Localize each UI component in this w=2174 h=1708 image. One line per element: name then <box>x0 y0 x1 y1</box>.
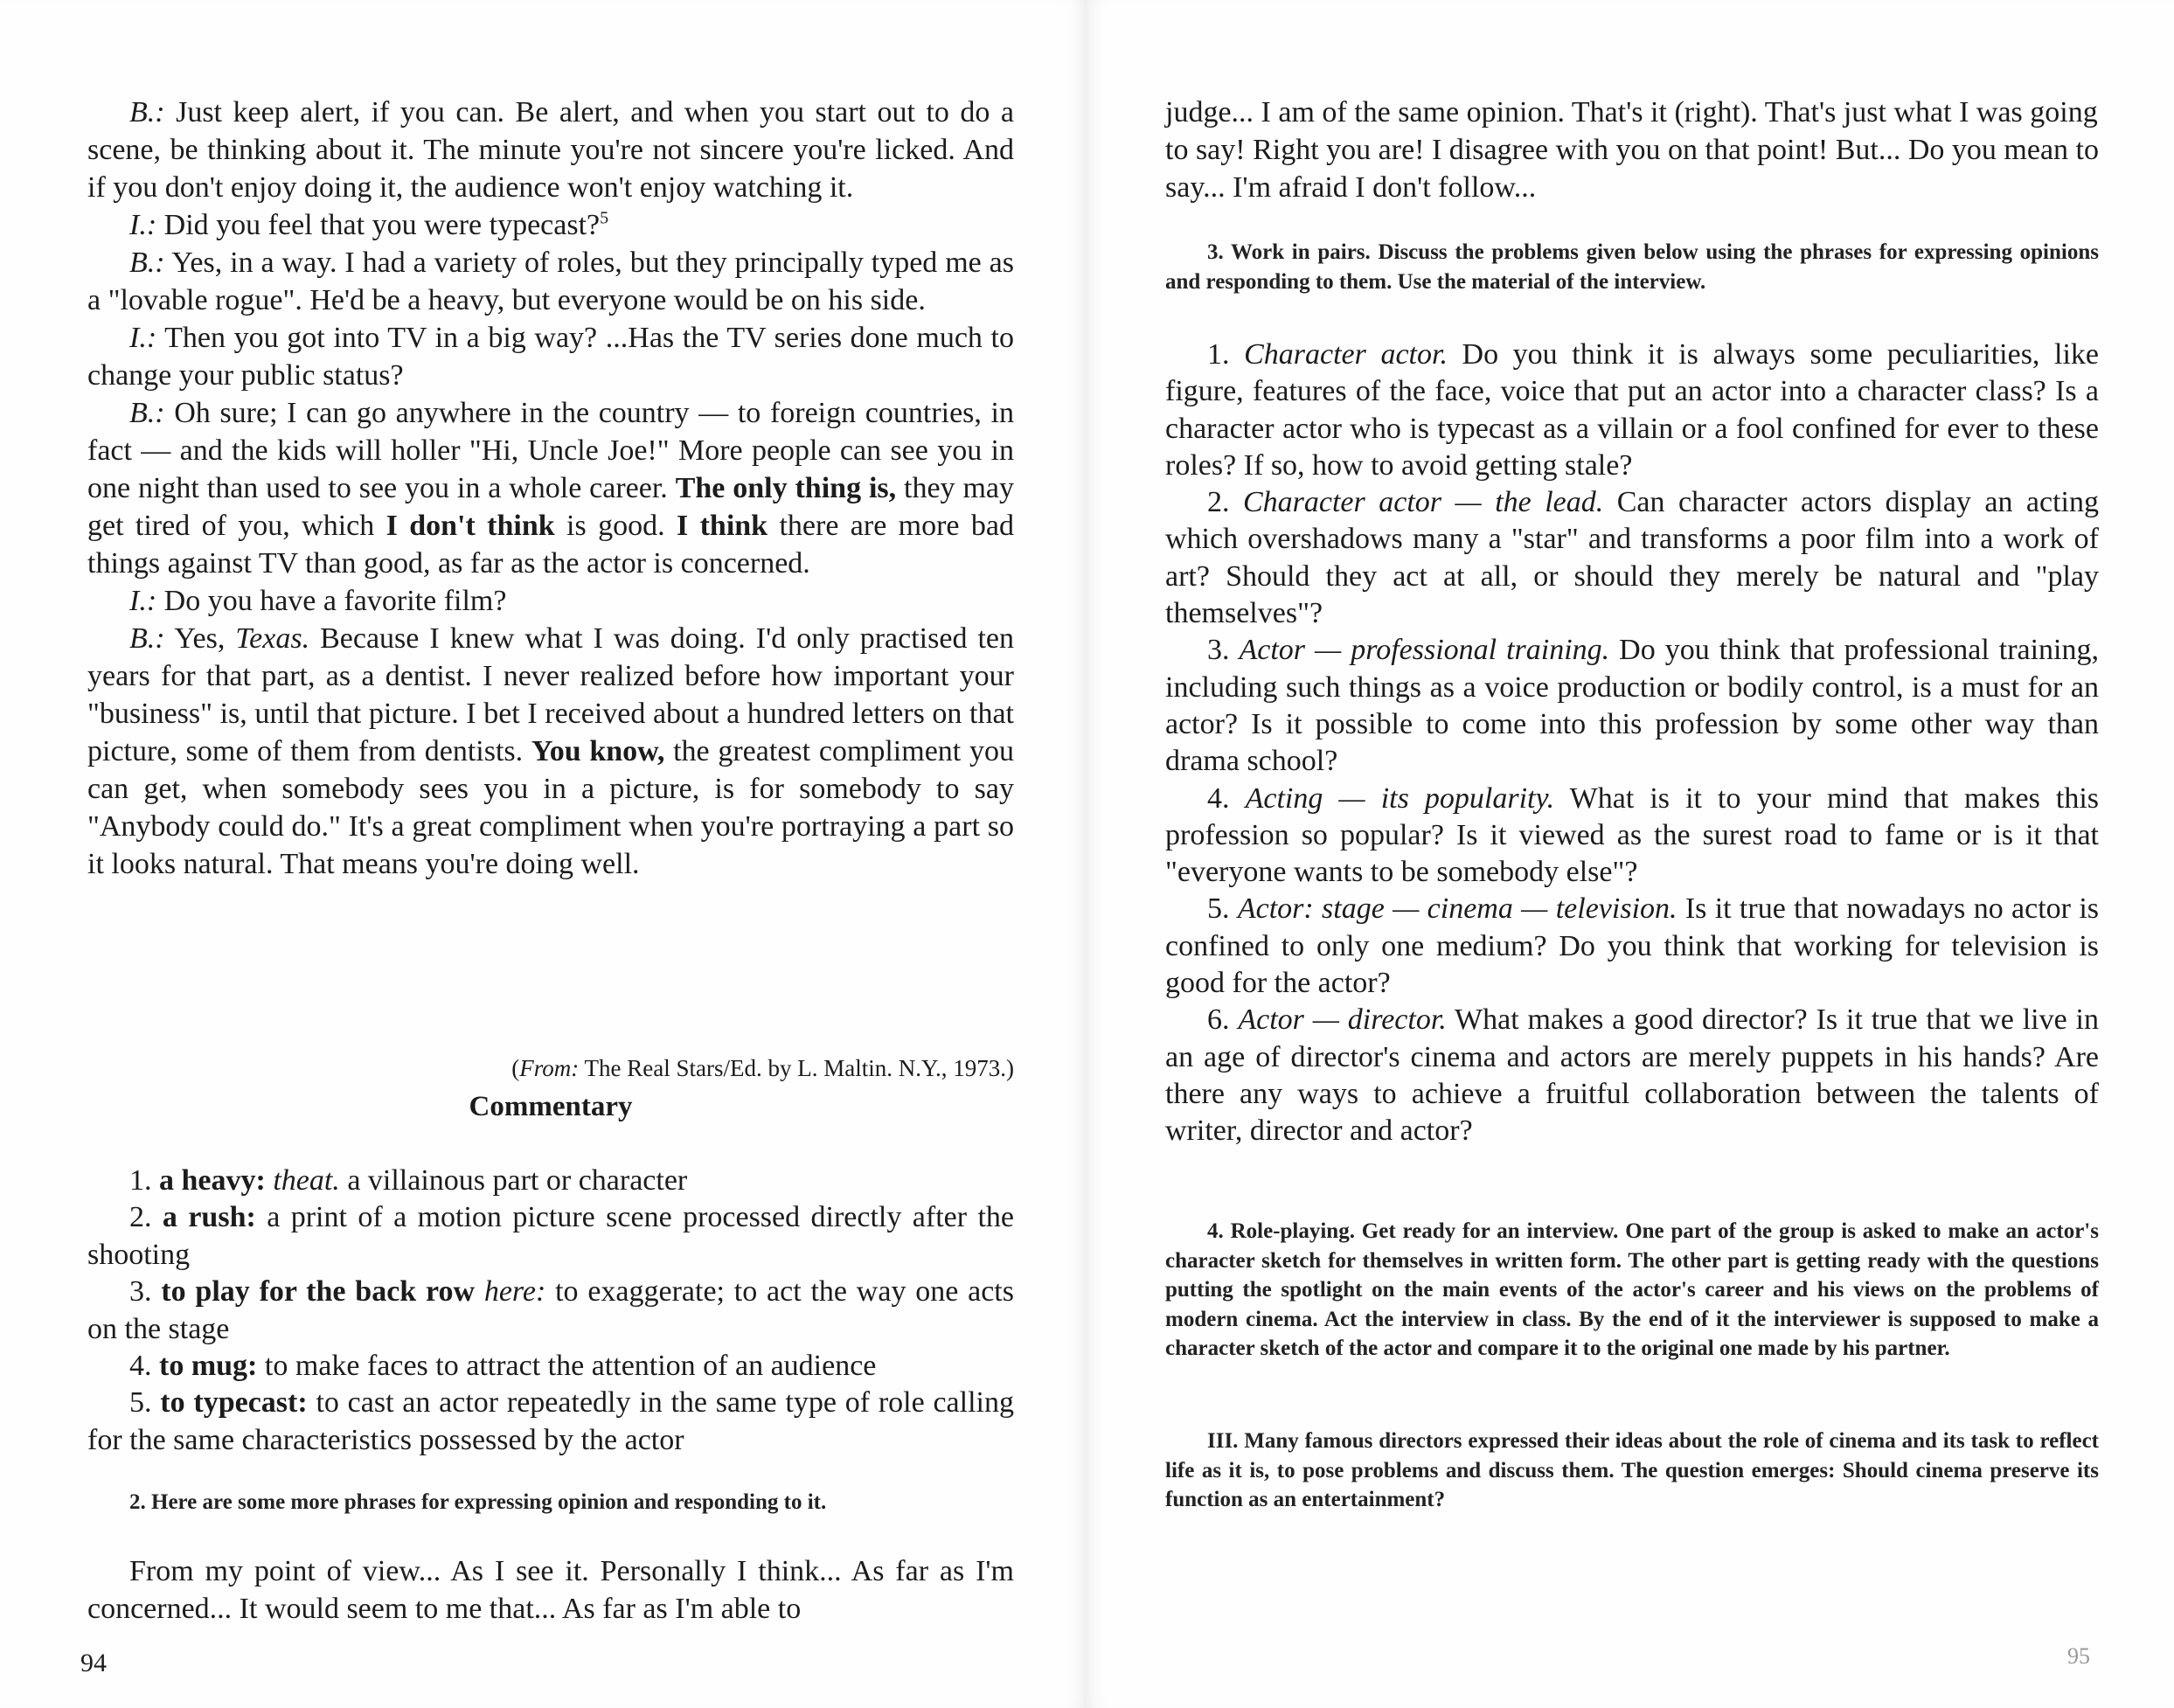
text-run: 3. <box>1207 634 1240 667</box>
discussion-problems-list <box>1165 337 2099 1150</box>
bold-term: You know, <box>531 735 665 767</box>
text-run: What makes a good director? Is it true that we live in an age of director's cinema and actors are merely puppets in his hands? Are there any ways to achieve a fruitful collaboration between the talents of writer, director and actor? <box>1165 1003 2099 1148</box>
paragraph <box>87 244 1014 319</box>
text-run: Can character actors display an acting which overshadows many a "star" and transforms a poor film into a work of art? Should they act at all, or should they merely be natural and "play themselves"? <box>1165 486 2100 630</box>
italic-text: From: <box>519 1055 580 1081</box>
paragraph <box>87 94 1014 206</box>
text-run: to cast an actor repeatedly in the same type of role calling for the same characteristics possessed by the actor <box>87 1386 1014 1456</box>
text-run: Just keep alert, if you can. Be alert, and when you start out to do a scene, be thinking about it. The minute you're not sincere you're licked. And if you don't enjoy doing it, the audience won't enjoy watching it. <box>87 96 1014 204</box>
text-run: 5. <box>1207 892 1238 926</box>
text-run: 2. <box>1207 486 1243 519</box>
text-run: there are more bad things against TV than good, as far as the actor is concerned. <box>87 510 1014 580</box>
paragraph <box>87 394 1014 582</box>
text-run: 4. Role-playing. Get ready for an interview. One part of the group is asked to make an actor's character sketch for themselves in written form. The other part is getting ready with the questions putting the spotlight on the main events of the actor's career and his views on the problems of modern cinema. Act the interview in class. By the end of it the interviewer is supposed to make a character sketch of the actor and compare it to the original one made by his partner. <box>1165 1219 2099 1360</box>
italic-text: Actor: stage — cinema — television. <box>1237 892 1677 926</box>
text-run: a villainous part or character <box>339 1164 688 1197</box>
text-run: 3. <box>129 1275 162 1309</box>
text-run: Did you feel that you were typecast? <box>156 209 601 241</box>
paragraph <box>87 1348 1014 1385</box>
italic-text: Character actor — the lead. <box>1242 486 1604 519</box>
italic-text: I.: <box>129 209 157 241</box>
page-number-left: 94 <box>80 1649 107 1677</box>
text-run: Oh sure; I can go anywhere in the country — to foreign countries, in fact — and the kids will holler "Hi, Uncle Joe!" More people can see you in one night than used to see you in a whole career. <box>87 397 1014 504</box>
italic-text: Actor — director. <box>1238 1003 1447 1037</box>
paragraph <box>87 1199 1014 1274</box>
italic-text: I.: <box>129 322 157 354</box>
text-run: the greatest compliment you can get, when somebody sees you in a picture, is for somebody to say "Anybody could do." It's a great compliment when you're portraying a part so it looks natural. That means you're doing well. <box>87 735 1014 880</box>
right-page <box>1087 0 2174 1708</box>
text-run: 2. Here are some more phrases for expressing opinion and responding to it. <box>129 1490 827 1514</box>
paragraph <box>87 620 1014 883</box>
commentary-heading: Commentary <box>469 1091 633 1122</box>
text-run: 4. <box>129 1350 159 1383</box>
opinion-phrases-start <box>87 1552 1014 1628</box>
text-run: 1. <box>1207 338 1245 371</box>
italic-text: here: <box>483 1275 546 1309</box>
footnote-ref: 5 <box>600 208 609 228</box>
text-run: Do you think it is always some peculiarities, like figure, features of the face, voice that put an actor into a character class? Is a character actor who is typecast as a villain or a fool confined for ever to these roles? If so, how to avoid getting stale? <box>1165 338 2099 482</box>
text-run: is good. <box>554 510 677 542</box>
italic-text: theat. <box>273 1164 340 1197</box>
opinion-phrases-end <box>1165 94 2099 206</box>
text-run: ( <box>511 1055 520 1081</box>
text-run <box>475 1275 484 1308</box>
text-run: Because I knew what I was doing. I'd only practised ten years for that part, as a dentist. I never realized before how important your "business" is, until that picture. I bet I received about a hundred letters on that picture, some of them from dentists. <box>87 622 1015 767</box>
text-run: Yes, in a way. I had a variety of roles, but they principally typed me as a "lovable rogue". He'd be a heavy, but everyone would be on his side. <box>87 246 1014 316</box>
bold-term: to mug: <box>159 1350 258 1383</box>
paragraph <box>1165 1002 2099 1149</box>
text-run: Do you have a favorite film? <box>156 585 507 617</box>
text-run: Is it true that nowadays no actor is confined to only one medium? Do you think that working for television is good for the actor? <box>1165 892 2099 1000</box>
italic-text: B.: <box>129 246 165 279</box>
section-3-question <box>1165 1427 2099 1515</box>
paragraph <box>1165 1217 2099 1364</box>
paragraph <box>87 1053 1014 1083</box>
paragraph <box>87 319 1014 394</box>
paragraph <box>1165 632 2099 780</box>
paragraph <box>1165 94 2099 206</box>
italic-text: Texas. <box>235 622 310 655</box>
paragraph <box>87 1488 1014 1517</box>
text-run: to make faces to attract the attention of an audience <box>257 1350 877 1383</box>
italic-text: Actor — professional training. <box>1239 634 1610 667</box>
bold-term: to typecast: <box>160 1386 308 1420</box>
text-run: judge... I am of the same opinion. That's it (right). That's just what I was going to say! Right you are! I disagree with you on that point! But... Do you mean to say... I'm afraid I don't follow... <box>1165 96 2099 204</box>
text-run: a print of a motion picture scene processed directly after the shooting <box>87 1201 1015 1271</box>
text-run: The Real Stars/Ed. by L. Maltin. N.Y., 1973.) <box>579 1055 1014 1081</box>
bold-term: a rush: <box>162 1201 256 1234</box>
text-run: 1. <box>129 1164 159 1197</box>
paragraph <box>87 206 1014 244</box>
italic-text: Character actor. <box>1244 338 1448 371</box>
italic-text: B.: <box>129 622 165 655</box>
italic-text: B.: <box>129 397 165 429</box>
text-run: 3. Work in pairs. Discuss the problems given below using the phrases for expressing opinions and responding to them. Use the material of the interview. <box>1165 240 2099 294</box>
paragraph <box>1165 891 2099 1002</box>
paragraph <box>87 582 1014 620</box>
bold-term: I think <box>676 510 768 542</box>
text-run: What is it to your mind that makes this profession so popular? Is it viewed as the surest road to fame or is it that "everyone wants to be somebody else"? <box>1165 781 2100 889</box>
exercise-3-instruction <box>1165 238 2099 296</box>
italic-text: Acting — its popularity. <box>1245 781 1555 815</box>
italic-text: B.: <box>129 96 165 128</box>
text-run: III. Many famous directors expressed their ideas about the role of cinema and its task to reflect life as it is, to pose problems and discuss them. The question emerges: Should cinema preserve its function as an entertainment? <box>1165 1429 2099 1511</box>
text-run: to exaggerate; to act the way one acts on the stage <box>87 1275 1014 1345</box>
text-run: Then you got into TV in a big way? ...Has the TV series done much to change your public status? <box>87 322 1014 392</box>
text-run: 6. <box>1207 1003 1239 1037</box>
exercise-2-instruction <box>87 1488 1014 1517</box>
text-run: From my point of view... As I see it. Personally I think... As far as I'm concerned... It would seem to me that... As far as I'm able to <box>87 1555 1014 1625</box>
bold-term: a heavy: <box>159 1164 266 1197</box>
text-run: Do you think that professional training, including such things as a voice production or bodily control, is a must for an actor? Is it possible to come into this profession by some other way than drama school? <box>1165 634 2100 778</box>
paragraph <box>1165 484 2099 632</box>
text-run: 2. <box>129 1201 163 1234</box>
text-run: Yes, <box>164 622 236 655</box>
paragraph <box>1165 1427 2099 1515</box>
interview-dialogue <box>87 94 1014 883</box>
bold-term: The only thing is, <box>675 472 897 504</box>
paragraph <box>87 1163 1014 1199</box>
paragraph <box>87 1552 1014 1628</box>
exercise-4-instruction <box>1165 1217 2099 1364</box>
paragraph <box>87 1385 1014 1459</box>
page-number-right: 95 <box>2067 1643 2090 1669</box>
bold-term: I don't think <box>385 510 555 542</box>
paragraph <box>87 1274 1014 1348</box>
italic-text: I.: <box>129 585 157 617</box>
paragraph <box>1165 337 2099 484</box>
bold-term: to play for the back row <box>161 1275 476 1309</box>
paragraph <box>1165 781 2099 892</box>
text-run: 4. <box>1207 781 1246 815</box>
paragraph <box>1165 238 2099 296</box>
commentary-list <box>87 1163 1014 1459</box>
text-run: 5. <box>129 1386 161 1420</box>
text-run: they may get tired of you, which <box>87 472 1014 542</box>
